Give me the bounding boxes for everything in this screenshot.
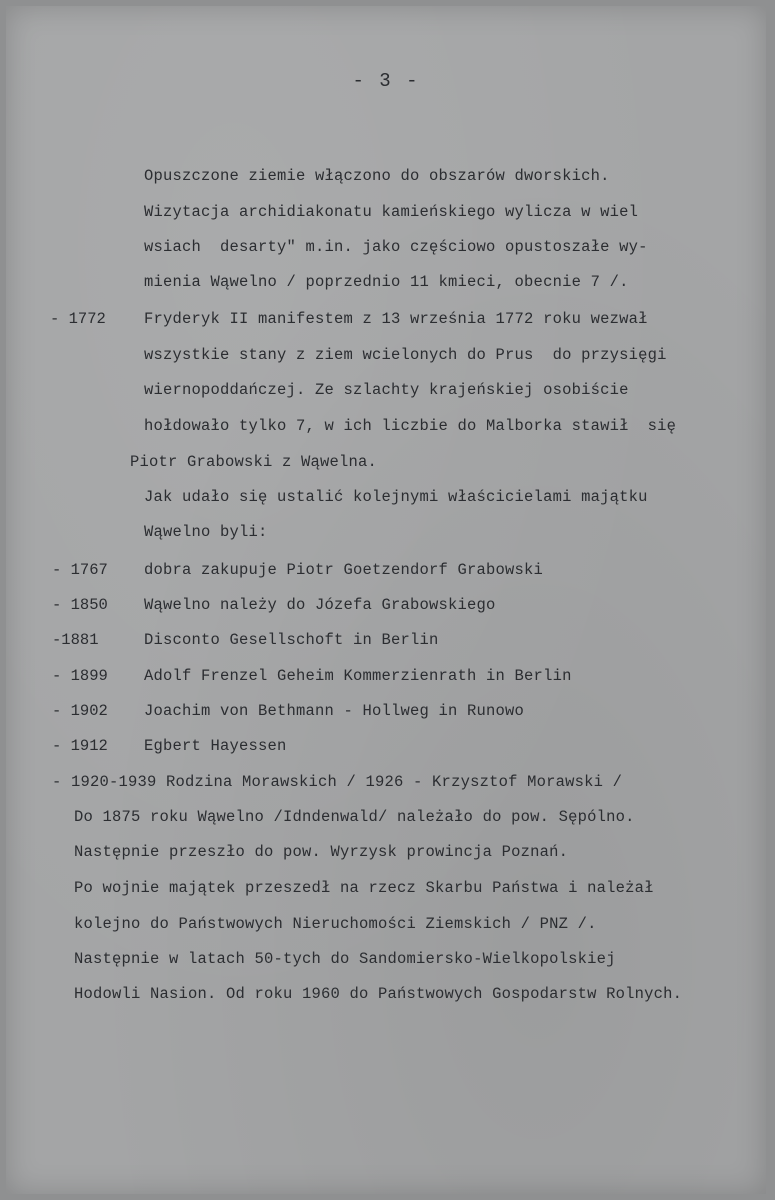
entry-line: Fryderyk II manifestem z 13 września 1772 roku wezwał: [144, 310, 648, 328]
entry-line: wiernopoddańczej. Ze szlachty krajeńskiej osobiście: [144, 381, 629, 399]
paragraph-line: Wizytacja archidiakonatu kamieńskiego wylicza w wiel: [144, 203, 639, 221]
owner-year: -1881: [52, 631, 99, 649]
owner-year: - 1902: [52, 702, 108, 720]
owner-year: - 1767: [52, 561, 108, 579]
final-paragraph-line: Następnie przeszło do pow. Wyrzysk prowincja Poznań.: [74, 843, 569, 861]
page-number: - 3 -: [352, 70, 420, 92]
owner-year: - 1899: [52, 667, 108, 685]
paragraph-line: Opuszczone ziemie włączono do obszarów dworskich.: [144, 167, 610, 185]
owner-name: Joachim von Bethmann - Hollweg in Runowo: [144, 702, 525, 720]
owners-intro-line: Jak udało się ustalić kolejnymi właścicielami majątku: [144, 488, 648, 506]
entry-year: - 1772: [50, 310, 106, 328]
final-paragraph-line: Następnie w latach 50-tych do Sandomiersko-Wielkopolskiej: [74, 950, 616, 968]
owner-name: Egbert Hayessen: [144, 737, 287, 755]
typewritten-page: [6, 6, 766, 1194]
owner-name: Adolf Frenzel Geheim Kommerzienrath in Berlin: [144, 667, 572, 685]
paragraph-line: mienia Wąwelno / poprzednio 11 kmieci, obecnie 7 /.: [144, 273, 629, 291]
owner-year: - 1912: [52, 737, 108, 755]
owners-intro-line: Wąwelno byli:: [144, 523, 268, 541]
final-paragraph-line: Do 1875 roku Wąwelno /Idndenwald/ należało do pow. Sępólno.: [74, 808, 635, 826]
final-paragraph-line: Po wojnie majątek przeszedł na rzecz Skarbu Państwa i należał: [74, 879, 654, 897]
paragraph-line: wsiach desarty" m.in. jako częściowo opustoszałe wy-: [144, 238, 648, 256]
owner-last-line: - 1920-1939 Rodzina Morawskich / 1926 - Krzysztof Morawski /: [52, 773, 623, 791]
final-paragraph-line: kolejno do Państwowych Nieruchomości Ziemskich / PNZ /.: [74, 915, 597, 933]
final-paragraph-line: Hodowli Nasion. Od roku 1960 do Państwowych Gospodarstw Rolnych.: [74, 985, 683, 1003]
owner-name: Wąwelno należy do Józefa Grabowskiego: [144, 596, 496, 614]
entry-line: hołdowało tylko 7, w ich liczbie do Malborka stawił się: [144, 417, 677, 435]
owner-name: Disconto Gesellschoft in Berlin: [144, 631, 439, 649]
owner-year: - 1850: [52, 596, 108, 614]
entry-line: Piotr Grabowski z Wąwelna.: [130, 453, 378, 471]
entry-line: wszystkie stany z ziem wcielonych do Prus do przysięgi: [144, 346, 667, 364]
owner-name: dobra zakupuje Piotr Goetzendorf Grabowski: [144, 561, 544, 579]
